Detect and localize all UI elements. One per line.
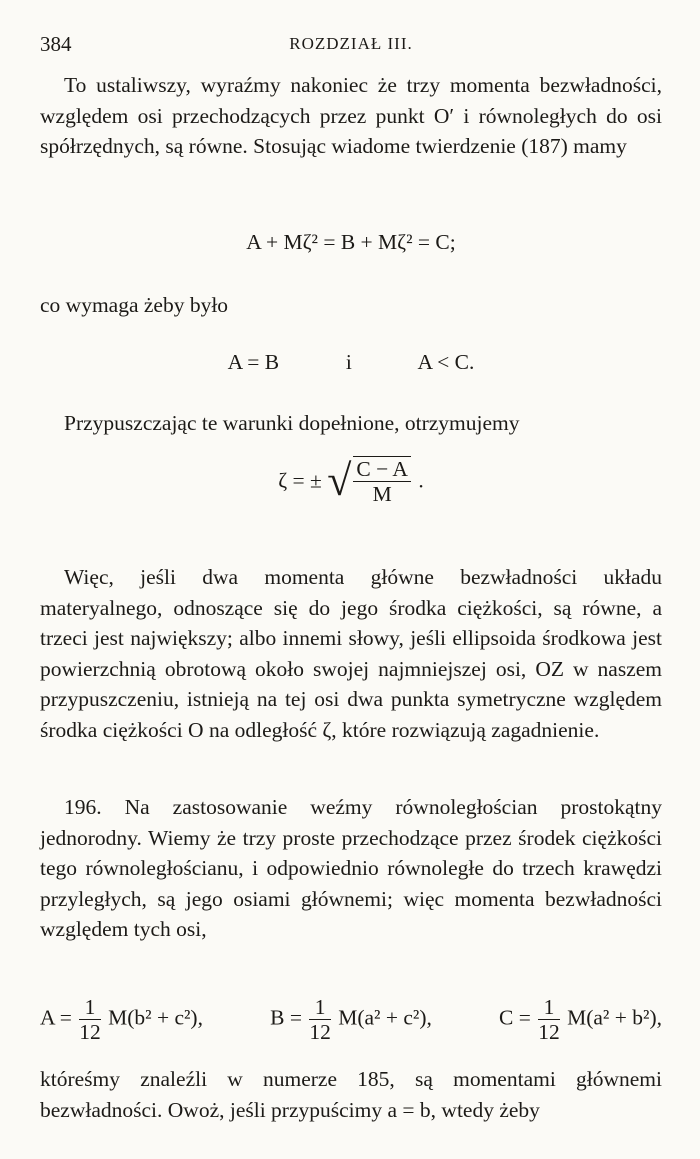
frac-num: 1 [79, 995, 101, 1020]
frac-num: 1 [538, 995, 560, 1020]
moment-rhs: M(b² + c²), [108, 1004, 203, 1029]
moment-rhs: M(a² + b²), [567, 1004, 662, 1029]
paragraph-6 [40, 1064, 662, 1125]
eq3-lhs: ζ = ± [278, 468, 322, 493]
book-page [40, 0, 662, 1159]
frac-den: 12 [538, 1019, 560, 1044]
page-number: 384 [40, 32, 72, 56]
moments-equations [40, 992, 662, 1046]
moment-lhs: C = [499, 1004, 531, 1029]
paragraph-text: Przypuszczając te warunki dopełnione, otrzymujemy [64, 411, 520, 435]
equation-3 [40, 456, 662, 526]
frac-den: 12 [79, 1019, 101, 1044]
eq2-left: A = B [227, 350, 280, 374]
eq3-denominator: M [372, 482, 392, 506]
moment-rhs: M(a² + c²), [338, 1004, 432, 1029]
equation-1: A + Mζ² = B + Mζ² = C; [246, 230, 456, 254]
frac-den: 12 [309, 1019, 331, 1044]
running-title: ROZDZIAŁ III. [289, 34, 413, 53]
page-header [40, 32, 662, 56]
eq3-tail: . [418, 468, 424, 493]
paragraph-text: Więc, jeśli dwa momenta główne bezwładności układu materyalnego, odnoszące się do jego środka ciężkości, są równe, a trzeci jest największy; albo innemi słowy, jeśli ellipsoida środkowa jest powierzchnią obrotową około swojej najmniejszej osi, OZ w naszem przypuszczeniu, istnieją na tej osi dwa punkta symetryczne względem środka ciężkości O na odległość ζ, które rozwiązują zagadnienie. [40, 565, 662, 742]
frac-num: 1 [309, 995, 331, 1020]
moment-c [499, 995, 662, 1044]
moment-b [270, 995, 432, 1044]
paragraph-text: To ustaliwszy, wyraźmy nakoniec że trzy momenta bezwładności, względem osi przechodzących przez punkt O′ i równoległych do osi spółrzędnych, są równe. Stosując wiadome twierdzenie (187) mamy [40, 73, 662, 158]
eq3-numerator: C − A [353, 457, 411, 482]
paragraph-text: któreśmy znaleźli w numerze 185, są momentami głównemi bezwładności. Owoż, jeśli przypuścimy a = b, wtedy żeby [40, 1067, 662, 1122]
paragraph-1 [40, 70, 662, 162]
moment-lhs: B = [270, 1004, 302, 1029]
paragraph-3 [40, 408, 662, 439]
paragraph-5 [40, 792, 662, 945]
eq2-mid: i [345, 350, 352, 374]
eq2-right: A < C. [417, 350, 475, 374]
moment-lhs: A = [40, 1004, 72, 1029]
paragraph-2 [40, 290, 662, 321]
paragraph-4 [40, 562, 662, 745]
sqrt-expression [327, 456, 413, 506]
radical-sign: √ [327, 456, 352, 505]
moment-a [40, 995, 203, 1044]
equation-2 [40, 350, 662, 375]
paragraph-text: 196. Na zastosowanie weźmy równoległościan prostokątny jednorodny. Wiemy że trzy proste przechodzące przez środek ciężkości tego równoległościanu, i odpowiednio równoległe do trzech krawędzi przyległych, są jego osiami głównemi; więc momenta bezwładności względem tych osi, [40, 795, 662, 941]
paragraph-text: co wymaga żeby było [40, 293, 229, 317]
